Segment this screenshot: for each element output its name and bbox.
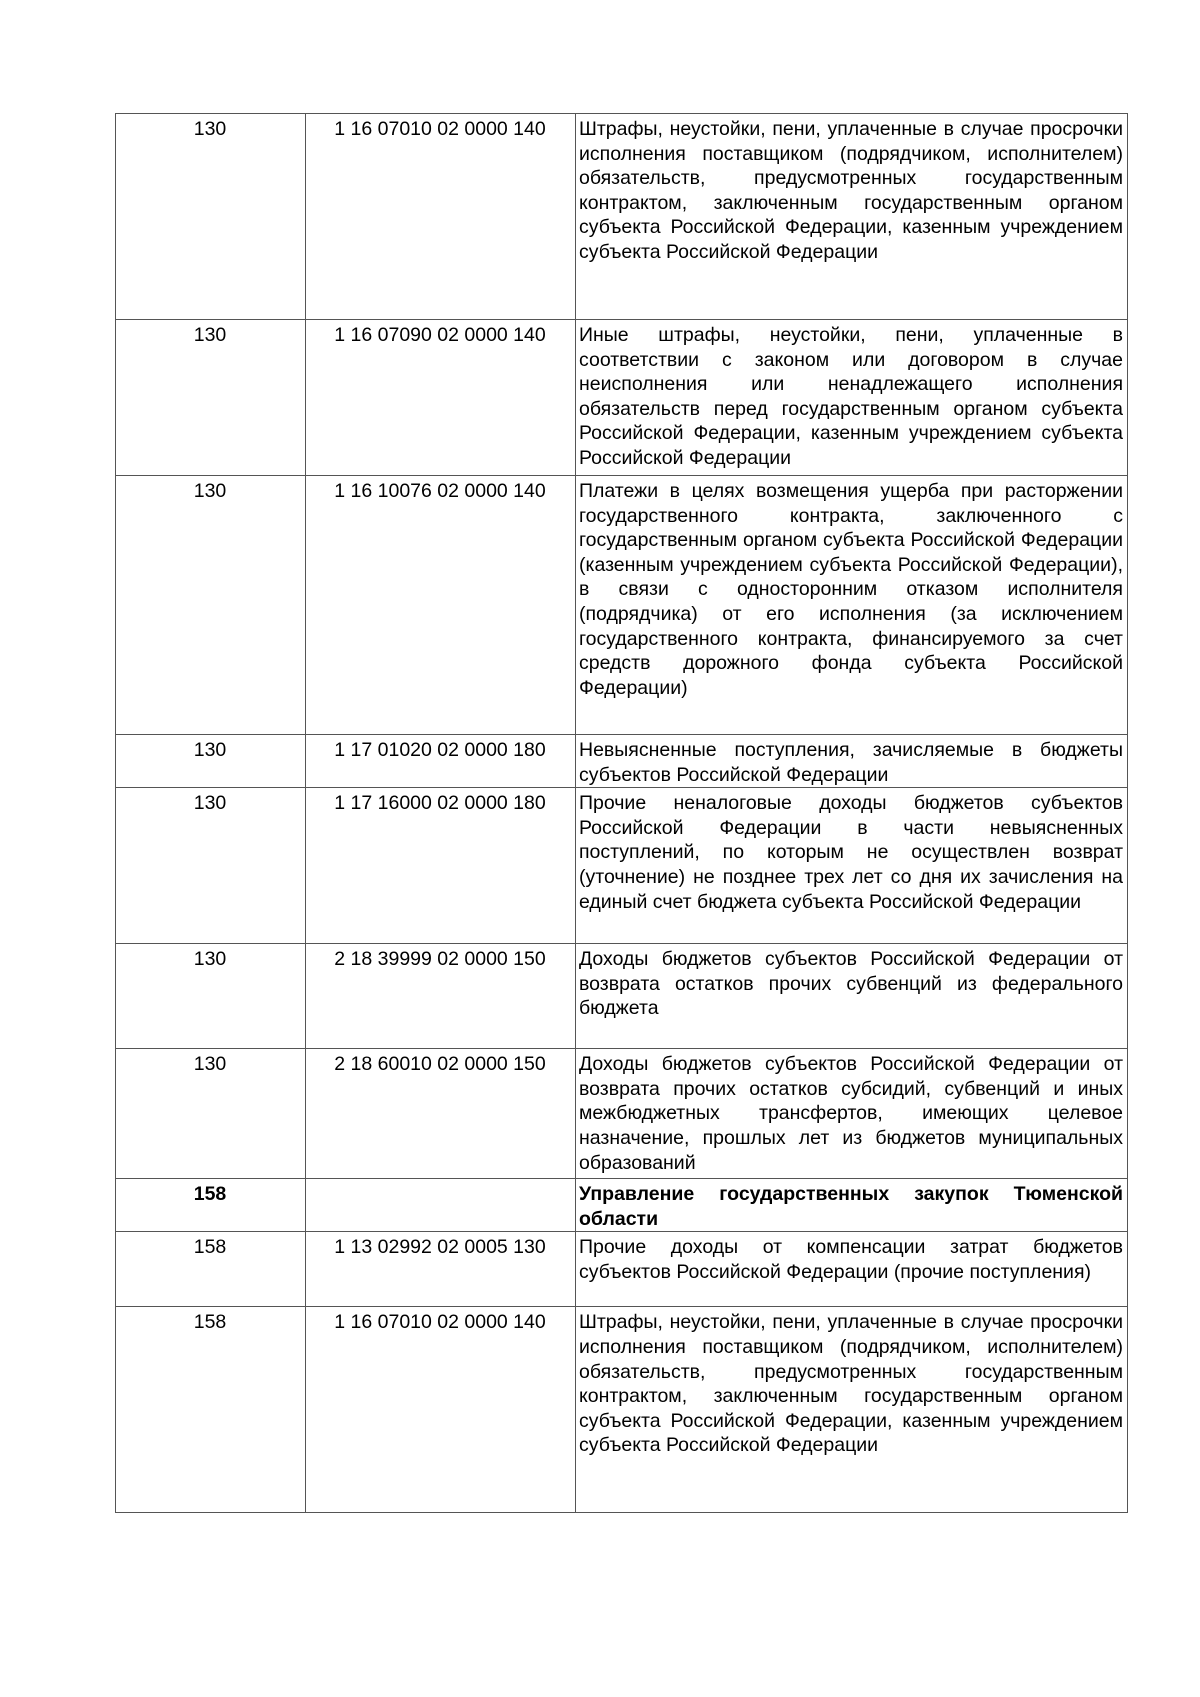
admin-code-cell: 158: [116, 1307, 306, 1513]
admin-code-cell: 130: [116, 1049, 306, 1179]
table-row: [116, 476, 1128, 735]
admin-code-cell: 130: [116, 788, 306, 944]
table-row: [116, 735, 1128, 788]
admin-code-cell: 130: [116, 320, 306, 476]
table-row: [116, 114, 1128, 320]
admin-code-cell: 130: [116, 476, 306, 735]
administrator-header-row: [116, 1179, 1128, 1232]
revenue-name-cell: Прочие неналоговые доходы бюджетов субъектов Российской Федерации в части невыясненных поступлений, по которым не осуществлен возврат (уточнение) не позднее трех лет со дня их зачисления на единый счет бюджета субъекта Российской Федерации: [576, 788, 1128, 944]
table-row: [116, 944, 1128, 1049]
revenue-code-cell: 1 16 10076 02 0000 140: [306, 476, 576, 735]
revenue-name-cell: Штрафы, неустойки, пени, уплаченные в случае просрочки исполнения поставщиком (подрядчиком, исполнителем) обязательств, предусмотренных государственным контрактом, заключенным государственным органом субъекта Российской Федерации, казенным учреждением субъекта Российской Федерации: [576, 1307, 1128, 1513]
admin-code-cell: 130: [116, 944, 306, 1049]
admin-code-cell: 130: [116, 114, 306, 320]
revenue-name-cell: Прочие доходы от компенсации затрат бюджетов субъектов Российской Федерации (прочие поступления): [576, 1232, 1128, 1307]
admin-code-cell: 130: [116, 735, 306, 788]
table-row: [116, 1232, 1128, 1307]
revenue-code-cell: 1 16 07090 02 0000 140: [306, 320, 576, 476]
revenue-classification-table: [115, 113, 1128, 1513]
revenue-code-cell: 2 18 60010 02 0000 150: [306, 1049, 576, 1179]
revenue-name-cell: Невыясненные поступления, зачисляемые в бюджеты субъектов Российской Федерации: [576, 735, 1128, 788]
table-row: [116, 320, 1128, 476]
revenue-name-cell: Доходы бюджетов субъектов Российской Федерации от возврата прочих остатков субсидий, субвенций и иных межбюджетных трансфертов, имеющих целевое назначение, прошлых лет из бюджетов муниципальных образований: [576, 1049, 1128, 1179]
revenue-name-cell: Доходы бюджетов субъектов Российской Федерации от возврата остатков прочих субвенций из федерального бюджета: [576, 944, 1128, 1049]
table-row: [116, 1049, 1128, 1179]
revenue-name-cell: Штрафы, неустойки, пени, уплаченные в случае просрочки исполнения поставщиком (подрядчиком, исполнителем) обязательств, предусмотренных государственным контрактом, заключенным государственным органом субъекта Российской Федерации, казенным учреждением субъекта Российской Федерации: [576, 114, 1128, 320]
admin-code-cell: 158: [116, 1232, 306, 1307]
revenue-code-cell: 2 18 39999 02 0000 150: [306, 944, 576, 1049]
table-row: [116, 1307, 1128, 1513]
revenue-code-cell: 1 17 01020 02 0000 180: [306, 735, 576, 788]
administrator-name-cell: Управление государственных закупок Тюменской области: [576, 1179, 1128, 1232]
revenue-code-cell: 1 16 07010 02 0000 140: [306, 1307, 576, 1513]
revenue-code-cell: [306, 1179, 576, 1232]
table-row: [116, 788, 1128, 944]
revenue-code-cell: 1 13 02992 02 0005 130: [306, 1232, 576, 1307]
revenue-name-cell: Платежи в целях возмещения ущерба при расторжении государственного контракта, заключенного с государственным органом субъекта Российской Федерации (казенным учреждением субъекта Российской Федерации), в связи с односторонним отказом исполнителя (подрядчика) от его исполнения (за исключением государственного контракта, финансируемого за счет средств дорожного фонда субъекта Российской Федерации): [576, 476, 1128, 735]
revenue-name-cell: Иные штрафы, неустойки, пени, уплаченные в соответствии с законом или договором в случае неисполнения или ненадлежащего исполнения обязательств перед государственным органом субъекта Российской Федерации, казенным учреждением субъекта Российской Федерации: [576, 320, 1128, 476]
revenue-code-cell: 1 17 16000 02 0000 180: [306, 788, 576, 944]
admin-code-cell: 158: [116, 1179, 306, 1232]
revenue-code-cell: 1 16 07010 02 0000 140: [306, 114, 576, 320]
